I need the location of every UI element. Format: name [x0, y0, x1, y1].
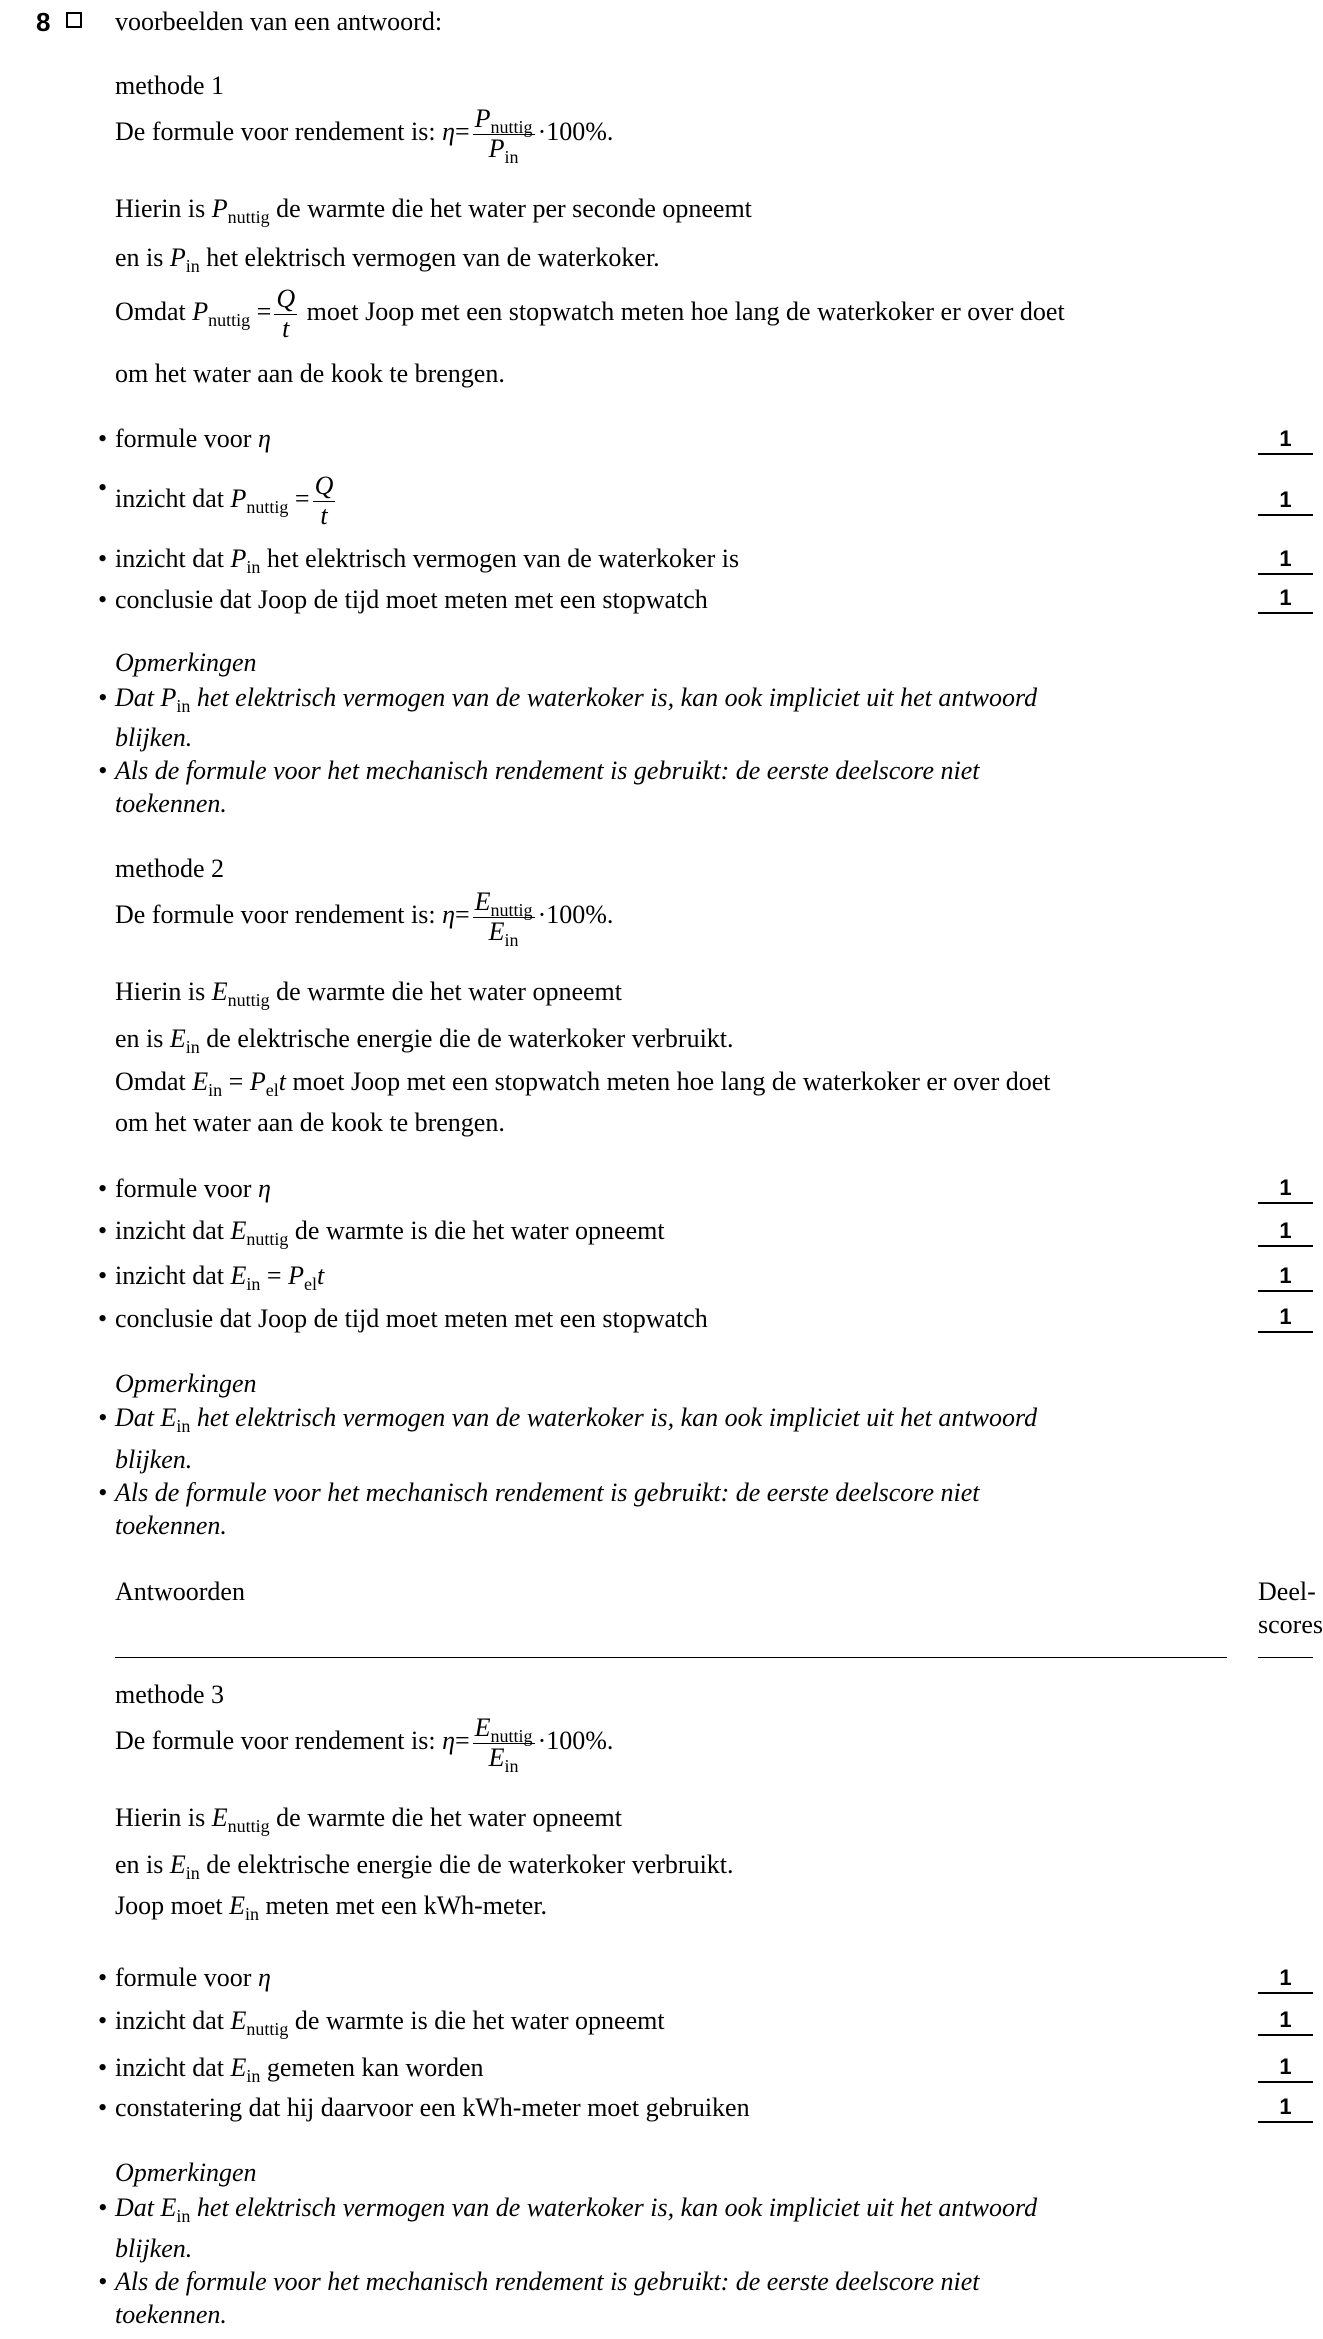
method3-title: methode 3	[115, 1680, 225, 1709]
method1-title: methode 1	[115, 71, 225, 100]
method2-omdat-cont: om het water aan de kook te brengen.	[115, 1108, 505, 1137]
answers-column-header: Antwoorden	[115, 1577, 245, 1606]
scores-column-header: Deel- scores	[1258, 1577, 1323, 1639]
method3-criterion-2: • inzicht dat $E_{nuttig}$ de warmte is die het water opneemt	[115, 2005, 665, 2038]
method1-remark-1: • Dat $P_{in}$ het elektrisch vermogen van de waterkoker is, kan ook impliciet uit het antwoord	[115, 682, 1037, 715]
method1-score-4: 1	[1258, 584, 1313, 614]
method2-title: methode 2	[115, 854, 225, 883]
method2-score-3: 1	[1258, 1262, 1313, 1292]
answers-header-rule	[115, 1657, 1227, 1658]
method3-criterion-4: • constatering dat hij daarvoor een kWh-meter moet gebruiken	[115, 2092, 750, 2125]
method1-enis-line: en is $P_{in}$ het elektrisch vermogen van de waterkoker.	[115, 243, 660, 276]
method1-formula-line: De formule voor rendement is: η= $\frac{P_{nuttig}}{P_{in}}$ ·100%.	[115, 104, 614, 167]
method1-omdat-cont: om het water aan de kook te brengen.	[115, 359, 505, 388]
method2-criterion-4: • conclusie dat Joop de tijd moet meten met een stopwatch	[115, 1303, 708, 1336]
method2-enis-line: en is $E_{in}$ de elektrische energie die de waterkoker verbruikt.	[115, 1024, 734, 1057]
method1-score-2: 1	[1258, 486, 1313, 516]
method1-omdat-line: Omdat $P_{nuttig}$ = $\frac{Q}{t}$ moet Joop met een stopwatch meten hoe lang de waterkoker er over doet	[115, 284, 1065, 343]
method2-remark-1-cont: blijken.	[115, 1445, 193, 1474]
method2-remark-1: • Dat $E_{in}$ het elektrisch vermogen van de waterkoker is, kan ook impliciet uit het antwoord	[115, 1402, 1037, 1435]
method3-fraction: $\frac{E_{nuttig}}{E_{in}}$	[474, 1713, 533, 1776]
method2-hierin-line: Hierin is $E_{nuttig}$ de warmte die het water opneemt	[115, 977, 622, 1010]
method2-criterion-3: • inzicht dat $E_{in} = P_{el}t$	[115, 1260, 324, 1293]
method3-score-1: 1	[1258, 1964, 1313, 1994]
method3-remark-2: • Als de formule voor het mechanisch rendement is gebruikt: de eerste deelscore niet	[115, 2266, 980, 2299]
method3-remark-1-cont: blijken.	[115, 2234, 193, 2263]
method3-criterion-1: • formule voor η	[115, 1962, 271, 1995]
method1-remarks-title: Opmerkingen	[115, 648, 257, 677]
method2-remark-2-cont: toekennen.	[115, 1511, 227, 1540]
method2-score-1: 1	[1258, 1174, 1313, 1204]
method3-remarks-title: Opmerkingen	[115, 2158, 257, 2187]
method1-score-1: 1	[1258, 425, 1313, 455]
method3-score-2: 1	[1258, 2006, 1313, 2036]
method1-fraction: $\frac{P_{nuttig}}{P_{in}}$	[474, 104, 533, 167]
method2-criterion-2: • inzicht dat $E_{nuttig}$ de warmte is die het water opneemt	[115, 1215, 665, 1248]
scores-header-rule	[1258, 1657, 1313, 1658]
method3-score-4: 1	[1258, 2093, 1313, 2123]
method1-criterion-2: • inzicht dat $P_{nuttig}$ = $\frac{Q}{t}$	[115, 472, 338, 530]
method1-criterion-3: • inzicht dat $P_{in}$ het elektrisch vermogen van de waterkoker is	[115, 543, 739, 576]
method1-criterion-1: • formule voor η	[115, 423, 271, 456]
method3-remark-1: • Dat $E_{in}$ het elektrisch vermogen van de waterkoker is, kan ook impliciet uit het antwoord	[115, 2192, 1037, 2225]
method3-formula-line: De formule voor rendement is: η= $\frac{E_{nuttig}}{E_{in}}$ ·100%.	[115, 1713, 614, 1776]
method2-omdat-line: Omdat $E_{in} = P_{el}t$ moet Joop met een stopwatch meten hoe lang de waterkoker er over doet	[115, 1067, 1051, 1100]
method1-remark-2-cont: toekennen.	[115, 789, 227, 818]
method3-hierin-line: Hierin is $E_{nuttig}$ de warmte die het water opneemt	[115, 1803, 622, 1836]
method3-remark-2-cont: toekennen.	[115, 2300, 227, 2329]
method2-score-2: 1	[1258, 1217, 1313, 1247]
method3-criterion-3: • inzicht dat $E_{in}$ gemeten kan worden	[115, 2052, 484, 2085]
method1-hierin-line: Hierin is $P_{nuttig}$ de warmte die het water per seconde opneemt	[115, 194, 752, 227]
method2-score-4: 1	[1258, 1303, 1313, 1333]
question-number: 8	[36, 7, 51, 37]
method2-formula-line: De formule voor rendement is: η= $\frac{E_{nuttig}}{E_{in}}$ ·100%.	[115, 887, 614, 950]
method2-remark-2: • Als de formule voor het mechanisch rendement is gebruikt: de eerste deelscore niet	[115, 1477, 980, 1510]
method3-joop-line: Joop moet $E_{in}$ meten met een kWh-meter.	[115, 1891, 548, 1924]
method3-score-3: 1	[1258, 2053, 1313, 2083]
method2-remarks-title: Opmerkingen	[115, 1369, 257, 1398]
method1-remark-2: • Als de formule voor het mechanisch rendement is gebruikt: de eerste deelscore niet	[115, 755, 980, 788]
method1-criterion-4: • conclusie dat Joop de tijd moet meten met een stopwatch	[115, 584, 708, 617]
method2-criterion-1: • formule voor η	[115, 1173, 271, 1206]
question-intro: voorbeelden van een antwoord:	[115, 7, 443, 36]
question-checkbox	[66, 12, 82, 28]
method1-remark-1-cont: blijken.	[115, 723, 193, 752]
method1-score-3: 1	[1258, 545, 1313, 575]
method2-fraction: $\frac{E_{nuttig}}{E_{in}}$	[474, 887, 533, 950]
method3-enis-line: en is $E_{in}$ de elektrische energie die de waterkoker verbruikt.	[115, 1850, 734, 1883]
